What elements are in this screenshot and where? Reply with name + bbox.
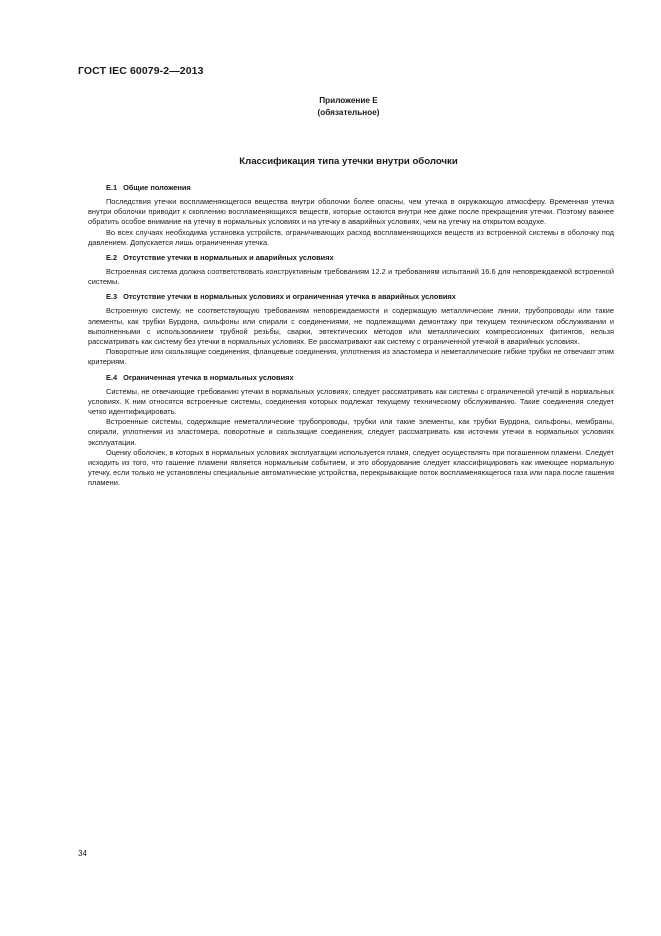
section-title: Ограниченная утечка в нормальных условиях <box>123 372 294 382</box>
section-title: Отсутствие утечки в нормальных и аварийных условиях <box>123 253 334 263</box>
paragraph: Системы, не отвечающие требованию утечки в нормальных условиях, следует рассматривать как системы с ограниченной утечкой в нормальных условиях. К ним относятся встроенные системы, соединения которых подлежат текущему техническому обслуживанию. Такие соединения следует четко идентифицировать. <box>88 386 614 417</box>
annex-title: Приложение Е <box>319 96 378 105</box>
paragraph: Поворотные или скользящие соединения, фланцевые соединения, уплотнения из эластомера и неметаллические гибкие трубки не отвечают этим критериям. <box>88 347 614 367</box>
paragraph: Оценку оболочек, в которых в нормальных условиях эксплуатации используется пламя, следует осуществлять при погашенном пламени. Следует исходить из того, что гашение пламени является нормальным событием, и это оборудование следует классифицировать как имеющее нормальную утечку, если только не установлены специальные автоматические устройства, перекрывающие поток воспламеняющегося газа или пара после гашения пламени. <box>88 447 614 488</box>
section-heading-e4 <box>88 373 614 387</box>
section-heading-e1 <box>88 183 614 197</box>
section-number: Е.2 <box>106 253 118 263</box>
section-title: Общие положения <box>123 183 191 192</box>
paragraph: Встроенная система должна соответствовать конструктивным требованиям 12.2 и требованиям испытаний 16.6 для неповреждаемой встроенной системы. <box>88 267 614 287</box>
section-number: Е.1 <box>106 183 118 192</box>
section-heading-e2 <box>88 253 614 267</box>
paragraph: Встроенную систему, не соответствующую требованиям неповреждаемости и содержащую металлические линии, трубопроводы или такие элементы, как трубки Бурдона, сильфоны или спирали с соединениями, не подлежащими демонтажу при текущем техническом обслуживании и выполненными с использованием трубной резьбы, сварки, эвтектических методов или металлических компрессионных фитингов, нельзя рассматривать как систему без утечки в нормальных условиях. Ее рассматривают как систему с ограниченной утечкой в аварийных условиях. <box>88 306 614 347</box>
section-number: Е.3 <box>106 292 118 302</box>
annex-status: (обязательное) <box>317 108 380 117</box>
paragraph: Встроенные системы, содержащие неметаллические трубопроводы, трубки или такие элементы, как трубки Бурдона, сильфоны, мембраны, спирали, уплотнения из эластомера, поворотные и скользящие соединения, следует рассматривать как источник утечки в нормальных условиях эксплуатации. <box>88 417 614 447</box>
document-title: Классификация типа утечки внутри оболочки <box>239 156 458 167</box>
paragraph: Во всех случаях необходима установка устройств, ограничивающих расход воспламеняющихся веществ из встроенной системы в оболочку под давлением. Допускается лишь ограниченная утечка. <box>88 227 614 247</box>
section-heading-e3 <box>88 292 614 306</box>
section-title: Отсутствие утечки в нормальных условиях и ограниченная утечка в аварийных условиях <box>123 292 456 302</box>
page-number: 34 <box>78 849 87 858</box>
document-body <box>88 183 614 489</box>
section-number: Е.4 <box>106 372 118 382</box>
standard-code: ГОСТ IEC 60079-2—2013 <box>78 65 204 77</box>
paragraph: Последствия утечки воспламеняющегося вещества внутри оболочки более опасны, чем утечка в окружающую атмосферу. Временная утечка внутри оболочки приводит к скоплению воспламеняющихся веществ, которые остаются внутри нее даже после прекращения утечки. Поэтому важнее обратить особое внимание на утечку в нормальных условиях и на утечку в аварийных условиях, чем на утечку на открытом воздухе. <box>88 197 614 227</box>
